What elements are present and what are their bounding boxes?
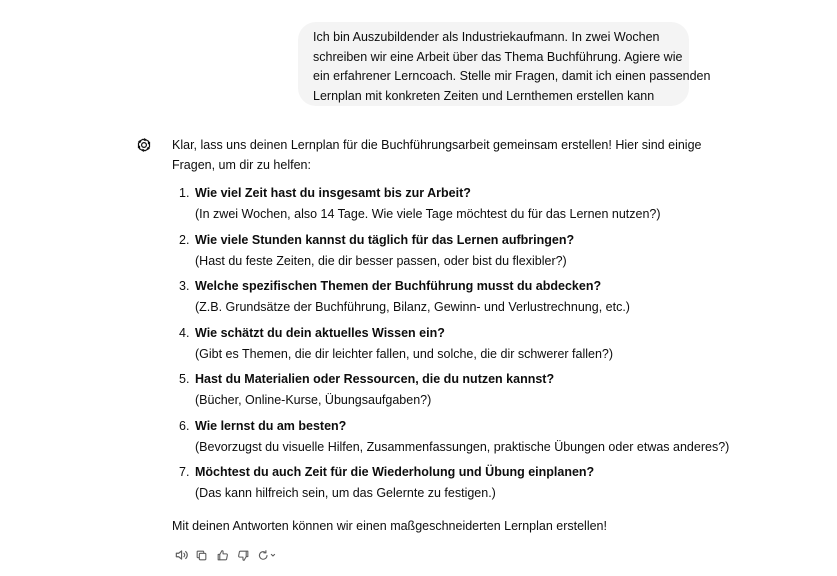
message-actions: [170, 546, 280, 564]
list-item: [172, 462, 732, 509]
list-number: 6.: [179, 418, 190, 433]
list-number: 4.: [179, 325, 190, 340]
question-text: Welche spezifischen Themen der Buchführung musst du abdecken?: [195, 279, 602, 293]
question-text: Möchtest du auch Zeit für die Wiederholung und Übung einplanen?: [195, 465, 595, 479]
copy-icon[interactable]: [191, 546, 212, 564]
question-hint: (Bevorzugst du visuelle Hilfen, Zusammenfassungen, praktische Übungen oder etwas anderes?): [195, 439, 730, 454]
list-item: [172, 369, 732, 416]
question-hint: (Hast du feste Zeiten, die dir besser passen, oder bist du flexibler?): [195, 253, 567, 268]
question-text: Wie viel Zeit hast du insgesamt bis zur Arbeit?: [195, 186, 471, 200]
question-hint: (Das kann hilfreich sein, um das Gelernte zu festigen.): [195, 486, 496, 500]
list-number: 5.: [179, 372, 190, 386]
thumbs-up-icon[interactable]: [212, 546, 233, 564]
regenerate-icon[interactable]: [254, 546, 280, 564]
list-item: [172, 230, 732, 277]
intro-line: Klar, lass uns deinen Lernplan für die Buchführungsarbeit gemeinsam erstellen! Hier sind einige: [172, 138, 702, 152]
thumbs-down-icon[interactable]: [233, 546, 254, 564]
question-hint: (In zwei Wochen, also 14 Tage. Wie viele Tage möchtest du für das Lernen nutzen?): [195, 207, 661, 221]
read-aloud-icon[interactable]: [170, 546, 191, 564]
openai-logo-icon: [133, 134, 155, 156]
list-item: [172, 276, 732, 323]
list-number: 3.: [179, 279, 190, 293]
question-text: Wie viele Stunden kannst du täglich für das Lernen aufbringen?: [195, 232, 575, 247]
question-hint: (Gibt es Themen, die dir leichter fallen, und solche, die dir schwerer fallen?): [195, 346, 614, 361]
list-number: 1.: [179, 186, 190, 200]
question-text: Hast du Materialien oder Ressourcen, die du nutzen kannst?: [195, 372, 555, 386]
user-message-line: ein erfahrener Lerncoach. Stelle mir Fragen, damit ich einen passenden: [313, 69, 711, 83]
user-message-line: schreiben wir eine Arbeit über das Thema Buchführung. Agiere wie: [313, 49, 683, 64]
list-item: [172, 416, 732, 463]
closing-text: Mit deinen Antworten können wir einen maßgeschneiderten Lernplan erstellen!: [172, 519, 607, 533]
user-message-line: Ich bin Auszubildender als Industriekaufmann. In zwei Wochen: [313, 30, 660, 44]
list-number: 2.: [179, 232, 190, 247]
list-number: 7.: [179, 465, 190, 479]
question-hint: (Bücher, Online-Kurse, Übungsaufgaben?): [195, 393, 432, 407]
user-message-line: Lernplan mit konkreten Zeiten und Lernthemen erstellen kann: [313, 88, 655, 103]
question-text: Wie schätzt du dein aktuelles Wissen ein?: [195, 325, 445, 340]
question-text: Wie lernst du am besten?: [195, 418, 347, 433]
user-message-bubble: [298, 22, 711, 106]
assistant-message: [172, 135, 732, 509]
list-item: [172, 323, 732, 370]
question-hint: (Z.B. Grundsätze der Buchführung, Bilanz, Gewinn- und Verlustrechnung, etc.): [195, 300, 630, 314]
intro-line: Fragen, um dir zu helfen:: [172, 158, 311, 172]
list-item: [172, 183, 732, 230]
questions-list: [172, 183, 732, 509]
